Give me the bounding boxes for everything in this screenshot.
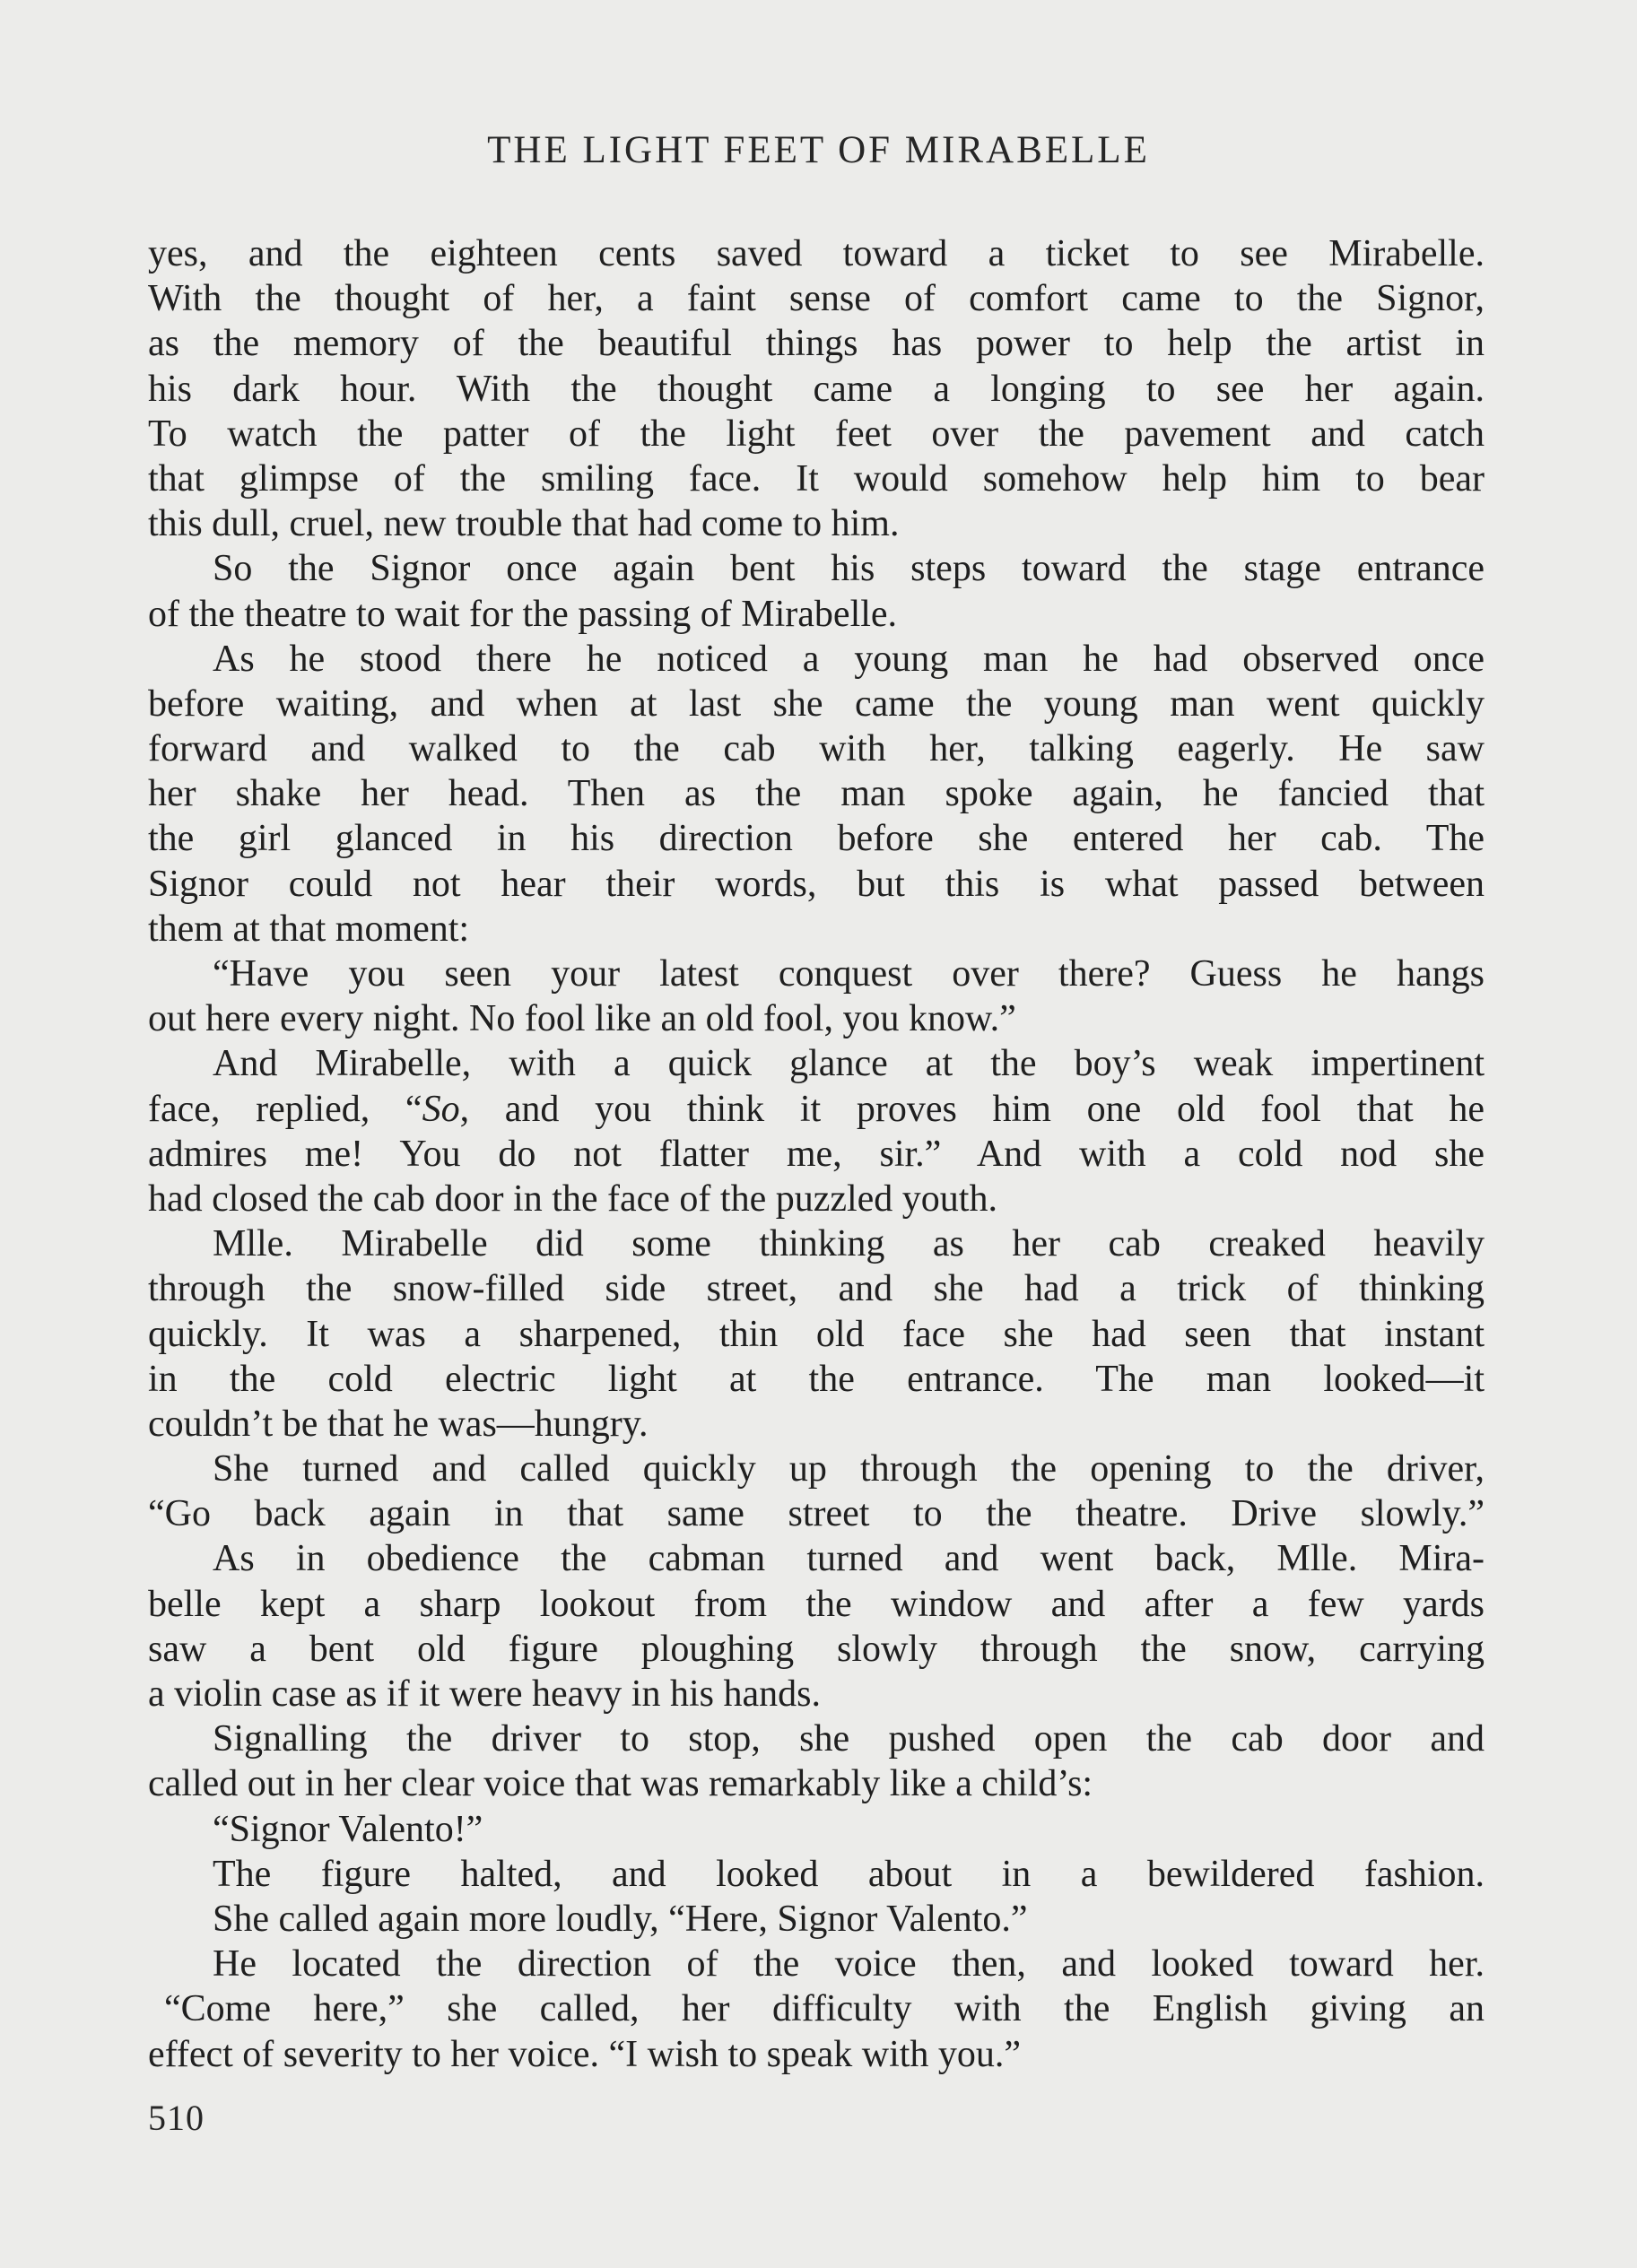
text-line: belle kept a sharp lookout from the window and after a few yards [148, 1583, 1485, 1625]
text-line: effect of severity to her voice. “I wish to speak with you.” [148, 2033, 1022, 2075]
text-line: So the Signor once again bent his steps toward the stage entrance [213, 548, 1485, 590]
text-line: To watch the patter of the light feet over the pavement and catch [148, 413, 1485, 455]
text-line: of the theatre to wait for the passing of Mirabelle. [148, 593, 898, 635]
text-line: “Signor Valento!” [213, 1808, 483, 1850]
text-line: a violin case as if it were heavy in his hands. [148, 1673, 821, 1715]
text-line: She called again more loudly, “Here, Signor Valento.” [213, 1898, 1028, 1940]
text-line: them at that moment: [148, 908, 470, 950]
text-line: couldn’t be that he was—hungry. [148, 1403, 649, 1445]
text-line: her shake her head. Then as the man spoke again, he fancied that [148, 773, 1485, 815]
text-line: called out in her clear voice that was remarkably like a child’s: [148, 1763, 1093, 1805]
text-line: that glimpse of the smiling face. It would somehow help him to bear [148, 457, 1485, 500]
text-line: yes, and the eighteen cents saved toward a ticket to see Mirabelle. [148, 233, 1485, 274]
text-line: “Go back again in that same street to the theatre. Drive slowly.” [148, 1493, 1485, 1535]
text-line: saw a bent old figure ploughing slowly through the snow, carrying [148, 1628, 1485, 1670]
text-line: in the cold electric light at the entrance. The man looked—it [148, 1358, 1485, 1400]
text-line: With the thought of her, a faint sense of comfort came to the Signor, [148, 278, 1485, 320]
text-line: forward and walked to the cab with her, talking eagerly. He saw [148, 728, 1485, 770]
text-line: the girl glanced in his direction before she entered her cab. The [148, 818, 1485, 860]
text-line: “Have you seen your latest conquest over there? Guess he hangs [213, 953, 1485, 995]
text-line: his dark hour. With the thought came a longing to see her again. [148, 368, 1485, 410]
text-line: had closed the cab door in the face of the puzzled youth. [148, 1177, 997, 1220]
text-line: admires me! You do not flatter me, sir.” And with a cold nod she [148, 1133, 1485, 1175]
running-head: THE LIGHT FEET OF MIRABELLE [487, 129, 1150, 171]
text-line: “Come here,” she called, her difficulty with the English giving an [164, 1988, 1485, 2030]
text-line: She turned and called quickly up through the opening to the driver, [213, 1448, 1485, 1490]
body-text [148, 231, 1485, 2077]
text-line: The figure halted, and looked about in a bewildered fashion. [213, 1853, 1485, 1895]
text-line: quickly. It was a sharpened, thin old face she had seen that instant [148, 1313, 1485, 1355]
text-line: out here every night. No fool like an old fool, you know.” [148, 998, 1016, 1040]
text-line: As he stood there he noticed a young man he had observed once [213, 638, 1485, 680]
text-line: And Mirabelle, with a quick glance at the boy’s weak impertinent [213, 1043, 1485, 1085]
text-line: before waiting, and when at last she came the young man went quickly [148, 682, 1485, 725]
text-line: through the snow-filled side street, and she had a trick of thinking [148, 1268, 1485, 1310]
text-line: this dull, cruel, new trouble that had come to him. [148, 503, 900, 545]
text-line: face, replied, “So, and you think it proves him one old fool that he [148, 1088, 1485, 1130]
text-line: Signalling the driver to stop, she pushed open the cab door and [213, 1718, 1485, 1760]
text-line: As in obedience the cabman turned and went back, Mlle. Mira- [213, 1538, 1485, 1580]
text-line: as the memory of the beautiful things has power to help the artist in [148, 323, 1485, 365]
text-line: Signor could not hear their words, but this is what passed between [148, 863, 1485, 905]
page-number: 510 [148, 2098, 205, 2138]
text-line: Mlle. Mirabelle did some thinking as her cab creaked heavily [213, 1223, 1485, 1265]
text-line: He located the direction of the voice then, and looked toward her. [213, 1943, 1485, 1986]
emphasis: So [422, 1088, 460, 1130]
